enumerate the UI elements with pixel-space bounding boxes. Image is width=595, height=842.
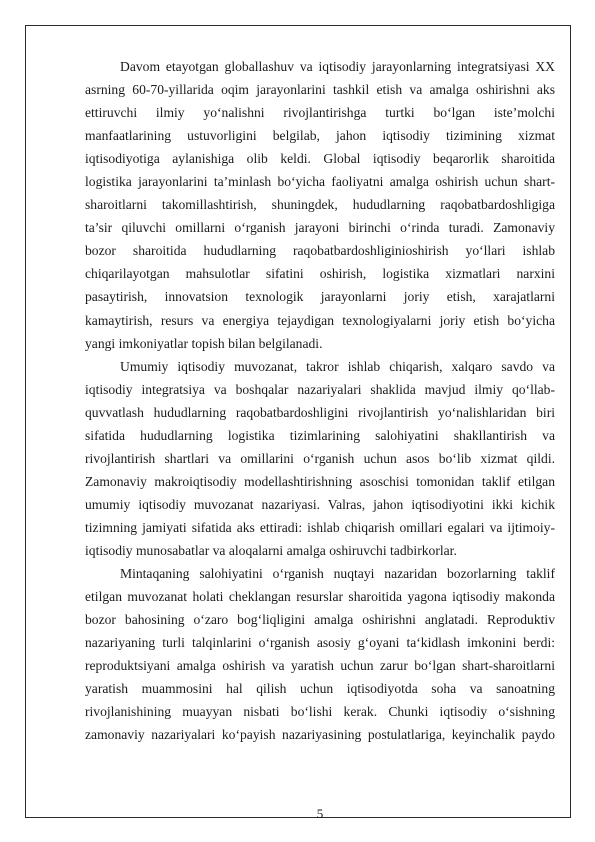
text-line: Mintaqaning salohiyatini oʻrganish nuqtayi nazaridan bozorlarning taklif (120, 566, 555, 582)
text-line: ta’sir qiluvchi omillarni oʻrganish jarayoni birinchi oʻrinda turadi. Zamonaviy (85, 220, 555, 236)
text-line: sifatida hududlarning logistika tizimlarining salohiyatini shakllantirish va (85, 427, 555, 443)
text-line: etilgan muvozanat holati cheklangan resurslar sharoitida yagona iqtisodiy makonda (85, 589, 555, 605)
text-line: rivojlanishining muayyan nisbati boʻlishi kerak. Chunki iqtisodiy oʻsishning (85, 704, 555, 720)
text-line: iqtisodiy munosabatlar va aloqalarni amalga oshiruvchi tadbirkorlar. (85, 542, 457, 558)
text-line: bozor sharoitida hududlarning raqobatbardoshliginioshirish yoʻllari ishlab (85, 243, 555, 259)
text-line: iqtisodiy integratsiya va boshqalar nazariyalari shaklida mavjud ilmiy qoʻllab- (85, 381, 555, 397)
text-line: iqtisodiyotiga aylanishiga olib keldi. Global iqtisodiy beqarorlik sharoitida (85, 151, 555, 167)
text-line: rivojlantirish shartlari va omillarini oʻrganish uchun asos boʻlib xizmat qildi. (85, 450, 555, 466)
text-line: asrning 60-70-yillarida oqim jarayonlarini tashkil etish va amalga oshirishni aks (85, 82, 555, 98)
paragraph-3 (85, 562, 555, 746)
text-line: yaratish muammosini hal qilish uchun iqtisodiyotda soha va sanoatning (85, 681, 555, 697)
text-line: chiqarilayotgan mahsulotlar sifatini oshirish, logistika xizmatlari narxini (85, 266, 555, 282)
text-line: Umumiy iqtisodiy muvozanat, takror ishlab chiqarish, xalqaro savdo va (120, 358, 555, 374)
text-line: kamaytirish, resurs va energiya tejaydigan texnologiyalarni joriy etish boʻyicha (85, 312, 555, 328)
text-line: ettiruvchi ilmiy yoʻnalishni rivojlantirishga turtki boʻlgan isteʼmolchi (85, 105, 555, 121)
text-line: Zamonaviy makroiqtisodiy modellashtirishning asoschisi tomonidan taklif etilgan (85, 473, 555, 489)
text-line: logistika jarayonlarini taʼminlash boʻyicha faoliyatni amalga oshirish uchun shart- (85, 174, 555, 190)
paragraph-2 (85, 355, 555, 562)
text-line: pasaytirish, innovatsion texnologik jarayonlarni joriy etish, xarajatlarni (85, 289, 555, 305)
text-line: tizimning jamiyati sifatida aks ettiradi: ishlab chiqarish omillari egalari va ijtimoiy- (85, 519, 555, 535)
text-line: yangi imkoniyatlar topish bilan belgilanadi. (85, 335, 323, 351)
text-line: umumiy iqtisodiy muvozanat nazariyasi. Valras, jahon iqtisodiyotini ikki kichik (85, 496, 555, 512)
page-number: 5 (316, 806, 324, 821)
text-line: sharoitlarni takomillashtirish, shuningdek, hududlarning raqobatbardoshligiga (85, 197, 555, 213)
text-line: zamonaviy nazariyalari koʻpayish nazariyasining postulatlariga, keyinchalik paydo (85, 727, 555, 743)
text-line: bozor bahosining oʻzaro bogʻliqligini amalga oshirishni anglatadi. Reproduktiv (85, 612, 555, 628)
document-body (85, 55, 555, 746)
text-line: manfaatlarining ustuvorligini belgilab, jahon iqtisodiy tizimining xizmat (85, 128, 555, 144)
text-line: quvvatlash hududlarning raqobatbardoshligini rivojlantirish yoʻnalishlaridan biri (85, 404, 555, 420)
text-line: Davom etayotgan globallashuv va iqtisodiy jarayonlarning integratsiyasi XX (120, 59, 555, 74)
paragraph-1 (85, 55, 555, 355)
text-line: reproduktsiyani amalga oshirish va yaratish uchun zarur boʻlgan shart-sharoitlarni (85, 658, 555, 674)
text-line: nazariyaning turli talqinlarini oʻrganish asosiy gʻoyani taʻkidlash imkonini berdi: (85, 635, 555, 651)
